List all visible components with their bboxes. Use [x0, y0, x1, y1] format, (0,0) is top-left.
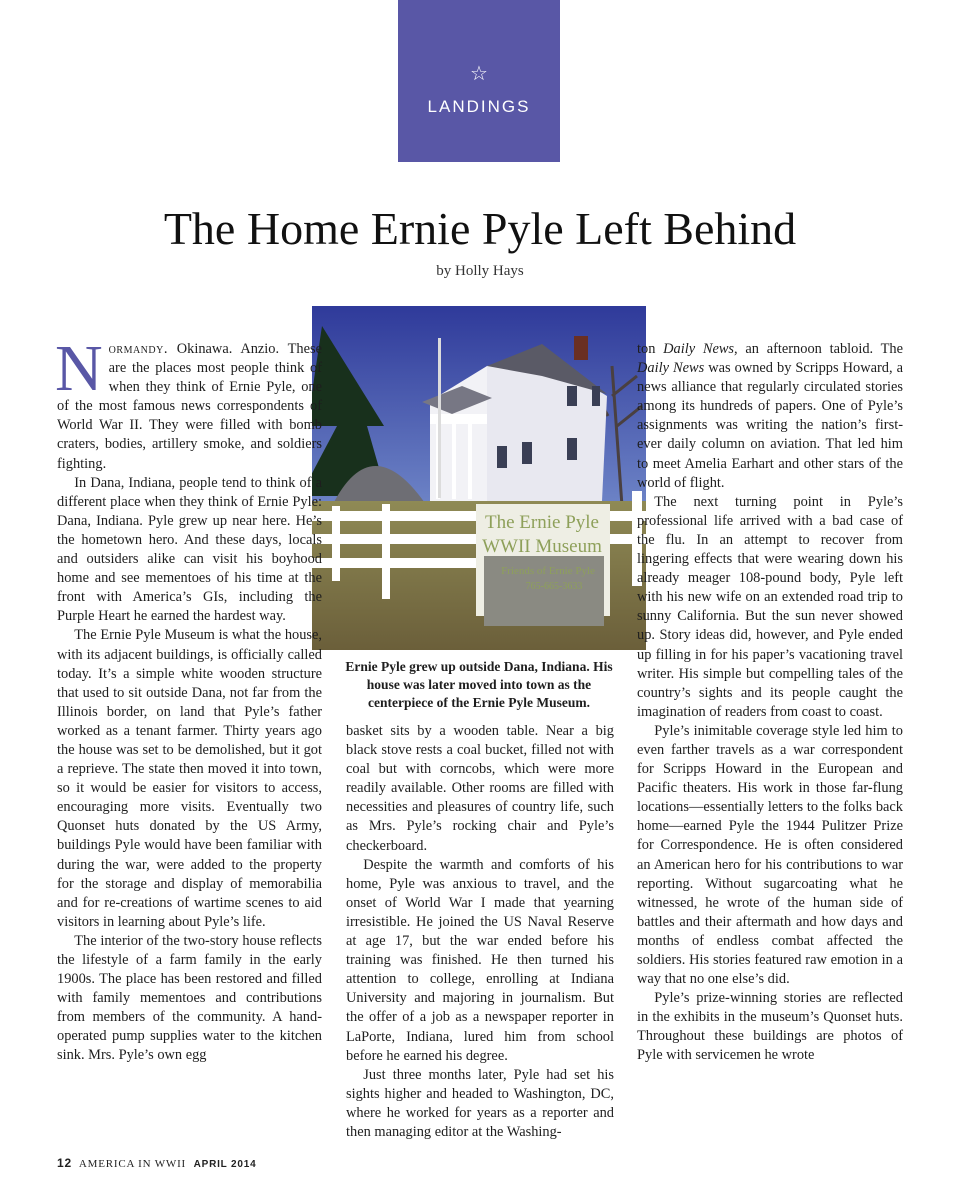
- publication-name: AMERICA IN WWII: [78, 1158, 187, 1170]
- section-label: LANDINGS: [427, 97, 531, 116]
- drop-cap: N: [55, 332, 103, 405]
- sign-text-line4: 765-665-3633: [525, 581, 583, 592]
- text-column-2: [346, 722, 614, 1142]
- paragraph: The interior of the two-story house reflects the lifestyle of a farm family in the early 1900s. The place has been restored and filled with family mementoes and contributions from members of the community. A hand-operated pump supplies water to the kitchen sink. Mrs. Pyle’s own egg: [57, 932, 322, 1064]
- text-column-1: [55, 332, 322, 1066]
- paragraph: basket sits by a wooden table. Near a big black stove rests a coal bucket, filled not with coal but with corncobs, which were more readily available. Other rooms are filled with necessities and pleasures of country life, such as Mrs. Pyle’s rocking chair and Pyle’s checkerboard.: [346, 723, 614, 854]
- paragraph: Just three months later, Pyle had set his sights higher and headed to Washington, DC, where he worked for years as a reporter and then managing editor at the Washing-: [346, 1066, 614, 1140]
- issue-date: APRIL 2014: [193, 1159, 257, 1170]
- paragraph-text: Okinawa. Anzio. These are the places most people think of when they think of Ernie Pyle, one of the most famous news correspondents of World War II. They were filled with bomb craters, bodies, artillery smoke, and soldiers fighting.: [57, 341, 322, 472]
- paragraph: Despite the warmth and comforts of his home, Pyle was anxious to travel, and the onset of World War I made that yearning irresistible. He joined the US Naval Reserve at age 17, but the war ended before his training was finished. He then turned his attention to college, enrolling at Indiana University and majoring in journalism. But the offer of a job as a newspaper reporter in LaPorte, Indiana, lured him from school before he earned his degree.: [346, 856, 614, 1064]
- page-number: 12: [57, 1156, 72, 1170]
- paragraph: Pyle’s prize-winning stories are reflected in the exhibits in the museum’s Quonset huts. Throughout these buildings are photos of Pyle with servicemen he wrote: [637, 990, 903, 1064]
- sign-text-line1: The Ernie Pyle: [485, 512, 599, 533]
- paragraph: The Ernie Pyle Museum is what the house, with its adjacent buildings, is officially called today. It’s a simple white wooden structure that used to sit outside Dana, not far from the Illinois border, on land that Pyle’s father worked as a tenant farmer. Thirty years ago the house was set to be demolished, but it got a reprieve. The state then moved it into town, so it would be easier for visitors to access, encouraging more visits. Eventually two Quonset huts donated by the US Army, buildings Pyle would have been familiar with during the war, were added to the property for the storage and display of memorabilia and for re-creations of wartime scenes to aid visitors in learning about Pyle’s life.: [57, 627, 322, 930]
- text-column-3: [637, 340, 903, 1066]
- paragraph: Pyle’s inimitable coverage style led him to even farther travels as a war correspondent for Scripps Howard in the European and Pacific theaters. His work in those far-flung locations—essentially letters to the folks back home—earned Pyle the 1944 Pulitzer Prize for Correspondence. He is often considered an American hero for his contributions to war reporting. Without sugarcoating what he witnessed, he wrote of the human side of battles and their aftermath and how days and months of endless combat affected the soldiers. His stories featured raw emotion in a way that no one else’s did.: [637, 722, 903, 988]
- article-title: The Home Ernie Pyle Left Behind: [163, 203, 797, 254]
- newspaper-name: Daily News: [663, 341, 735, 357]
- section-banner: [398, 0, 560, 162]
- sign-text-line3: Friends of Ernie Pyle: [501, 565, 595, 577]
- paragraph: In Dana, Indiana, people tend to think of a different place when they think of Ernie Pyle: Dana, Indiana. Pyle grew up near here. He’s the hometown hero. And these days, locals and outsiders alike can visit his boyhood home and see mementoes of his time at the front with America’s GIs, including the Purple Heart he earned the hardest way.: [57, 474, 322, 625]
- museum-photo: [312, 306, 646, 650]
- paragraph: The next turning point in Pyle’s professional life arrived with a bad case of the flu. In an attempt to recover from lingering effects that were wearing down his already meager 108-pound body, Pyle left with his new wife on an extended road trip to sunny California. But the sun never showed up. Story ideas did, however, and Pyle ended up filling in for his paper’s vacationing travel writer. His simple but compelling tales of the country’s sights and its people caught the imagination of readers from coast to coast.: [637, 493, 903, 720]
- sign-text-line2: WWII Museum: [482, 536, 602, 557]
- photo-caption: Ernie Pyle grew up outside Dana, Indiana. His house was later moved into town as the centerpiece of the Ernie Pyle Museum.: [345, 659, 613, 710]
- lead-word: ormandy.: [108, 341, 168, 357]
- paragraph: [637, 340, 903, 493]
- star-icon: ☆: [470, 63, 488, 85]
- newspaper-name: Daily News: [637, 360, 705, 377]
- paragraph-text: , an afternoon tabloid. The: [734, 341, 903, 357]
- paragraph-text: ton: [637, 341, 664, 357]
- paragraph: [55, 332, 322, 474]
- paragraph-text: was owned by Scripps Howard, a news alliance that regularly circulated stories among its hundreds of papers. One of Pyle’s assignments was writing the nation’s first-ever daily column on aviation. That led him to meet Amelia Earhart and other stars of the world of flight.: [637, 360, 903, 491]
- byline: by Holly Hays: [436, 263, 524, 279]
- page-footer: [57, 1156, 256, 1170]
